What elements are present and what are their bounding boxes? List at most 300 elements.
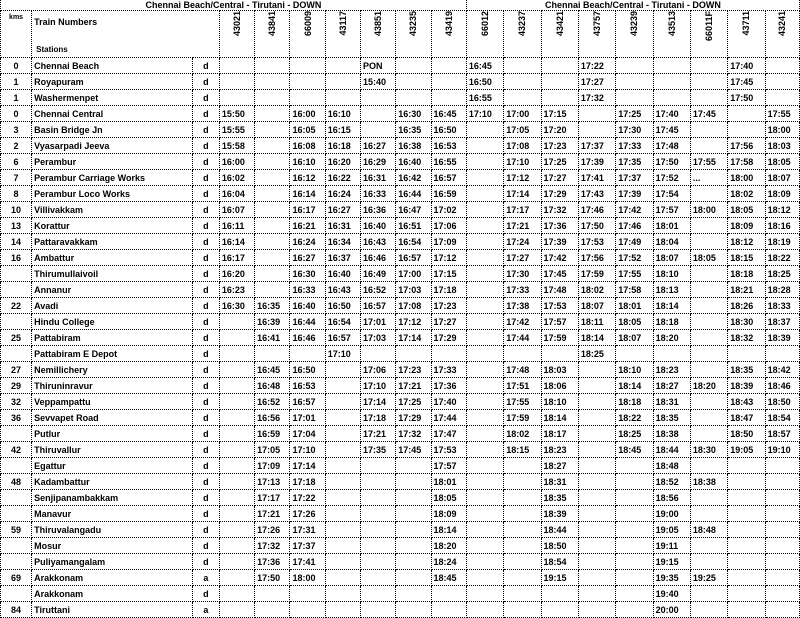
time-cell [578,506,615,522]
time-cell: 16:17 [290,202,325,218]
arrival-departure-flag: d [192,346,219,362]
time-cell: 17:27 [578,74,615,90]
time-cell [325,506,360,522]
time-cell: 16:02 [219,170,254,186]
time-cell [765,506,799,522]
time-cell: 16:57 [431,170,466,186]
time-cell: 18:20 [653,330,690,346]
time-cell [690,346,727,362]
time-cell: 17:32 [396,426,431,442]
station-row [1,490,800,506]
time-cell [504,346,541,362]
time-cell [325,522,360,538]
time-cell [255,58,290,74]
time-cell [578,586,615,602]
header-row [1,11,800,58]
station-row [1,362,800,378]
time-cell: 17:32 [541,202,578,218]
time-cell: 17:29 [431,330,466,346]
train-number-header [466,11,503,58]
time-cell [290,58,325,74]
time-cell [466,410,503,426]
time-cell [219,586,254,602]
time-cell: 18:20 [431,538,466,554]
time-cell: 16:30 [396,106,431,122]
time-cell: 18:32 [728,330,765,346]
time-cell [504,570,541,586]
time-cell: 18:44 [653,442,690,458]
time-cell: 19:05 [728,442,765,458]
time-cell: 17:26 [255,522,290,538]
time-cell: 17:44 [504,330,541,346]
time-cell [219,394,254,410]
arrival-departure-flag: a [192,570,219,586]
time-cell [578,426,615,442]
time-cell: 16:31 [325,218,360,234]
time-cell [466,346,503,362]
km-cell: 14 [1,234,32,250]
time-cell [578,538,615,554]
time-cell [728,538,765,554]
time-cell: 18:14 [578,330,615,346]
time-cell: 16:55 [431,154,466,170]
time-cell [690,90,727,106]
time-cell [325,378,360,394]
arrival-departure-flag: d [192,234,219,250]
time-cell [728,106,765,122]
time-cell: 16:44 [396,186,431,202]
time-cell [466,202,503,218]
time-cell: 18:06 [541,378,578,394]
time-cell: 16:44 [290,314,325,330]
time-cell [360,586,395,602]
time-cell: 17:50 [653,154,690,170]
time-cell [541,74,578,90]
time-cell: 16:37 [325,250,360,266]
time-cell [219,378,254,394]
time-cell [728,490,765,506]
time-cell [653,346,690,362]
time-cell: 17:23 [396,362,431,378]
time-cell [466,282,503,298]
station-name: Senjipanambakkam [32,490,193,506]
time-cell: 17:32 [578,90,615,106]
time-cell: 16:18 [325,138,360,154]
station-name: Kadambattur [32,474,193,490]
arrival-departure-flag: d [192,314,219,330]
station-row [1,106,800,122]
time-cell: 17:10 [504,154,541,170]
time-cell [466,218,503,234]
time-cell: 18:09 [431,506,466,522]
train-number-header [255,11,290,58]
time-cell [466,234,503,250]
time-cell [653,74,690,90]
time-cell [690,394,727,410]
km-cell [1,458,32,474]
time-cell [255,602,290,618]
train-number: 66012 [480,11,491,37]
time-cell [396,522,431,538]
time-cell: 18:25 [578,346,615,362]
arrival-departure-flag: d [192,154,219,170]
time-cell [728,586,765,602]
km-cell: 29 [1,378,32,394]
km-cell: 48 [1,474,32,490]
time-cell [541,602,578,618]
time-cell: 17:40 [431,394,466,410]
station-row [1,378,800,394]
time-cell: 16:57 [290,394,325,410]
time-cell: 17:36 [431,378,466,394]
time-cell [504,74,541,90]
time-cell: 17:13 [255,474,290,490]
time-cell [616,490,653,506]
time-cell: 17:24 [504,234,541,250]
time-cell: 17:10 [290,442,325,458]
station-name: Villivakkam [32,202,193,218]
time-cell: 19:35 [653,570,690,586]
time-cell [466,490,503,506]
time-cell [466,122,503,138]
station-row [1,282,800,298]
station-name: Royapuram [32,74,193,90]
time-cell [690,458,727,474]
time-cell: 18:38 [690,474,727,490]
time-cell: 17:40 [728,58,765,74]
time-cell [255,218,290,234]
time-cell [653,90,690,106]
time-cell: 17:10 [325,346,360,362]
time-cell: 18:05 [690,250,727,266]
station-row [1,74,800,90]
time-cell [466,426,503,442]
train-number: 43021 [232,11,243,37]
arrival-departure-flag: d [192,490,219,506]
time-cell [255,250,290,266]
arrival-departure-flag: d [192,90,219,106]
time-cell [396,554,431,570]
time-cell: 17:51 [504,378,541,394]
time-cell [466,570,503,586]
km-cell [1,426,32,442]
time-cell [325,538,360,554]
time-cell: 18:37 [765,314,799,330]
time-cell [578,522,615,538]
arrival-departure-flag: d [192,298,219,314]
time-cell: 18:20 [690,378,727,394]
time-cell [466,330,503,346]
time-cell: 16:20 [219,266,254,282]
time-cell: 18:47 [728,410,765,426]
time-cell [360,474,395,490]
time-cell: 17:45 [396,442,431,458]
time-cell: 19:15 [653,554,690,570]
time-cell [765,458,799,474]
time-cell: 17:58 [616,282,653,298]
time-cell: 18:39 [728,378,765,394]
time-cell [541,586,578,602]
time-cell [396,490,431,506]
time-cell [578,378,615,394]
time-cell: 17:14 [504,186,541,202]
train-number-header [728,11,765,58]
km-cell: 59 [1,522,32,538]
time-cell: 16:36 [360,202,395,218]
time-cell: 18:45 [431,570,466,586]
train-number-header [360,11,395,58]
time-cell: 17:42 [616,202,653,218]
km-cell [1,490,32,506]
time-cell [219,90,254,106]
time-cell [690,266,727,282]
time-cell: 17:33 [431,362,466,378]
station-name: Pattabiram E Depot [32,346,193,362]
time-cell: 16:12 [290,170,325,186]
time-cell [466,378,503,394]
station-row [1,330,800,346]
arrival-departure-flag: d [192,378,219,394]
time-cell [541,58,578,74]
time-cell [360,90,395,106]
time-cell [578,602,615,618]
time-cell: 18:00 [765,122,799,138]
time-cell: 18:07 [653,250,690,266]
time-cell: 17:25 [541,154,578,170]
time-cell: 18:54 [765,410,799,426]
time-cell [728,122,765,138]
time-cell [690,490,727,506]
train-number-header [431,11,466,58]
time-cell: 17:06 [360,362,395,378]
time-cell: 18:02 [578,282,615,298]
time-cell: 18:33 [765,298,799,314]
time-cell [504,506,541,522]
station-row [1,410,800,426]
time-cell [219,442,254,458]
time-cell [466,362,503,378]
time-cell: 17:23 [541,138,578,154]
station-row [1,586,800,602]
time-cell: 18:14 [616,378,653,394]
time-cell [325,602,360,618]
station-name: Ambattur [32,250,193,266]
train-number: 43421 [554,11,565,37]
time-cell: 16:04 [219,186,254,202]
time-cell: 16:38 [396,138,431,154]
time-cell: 16:40 [325,266,360,282]
time-cell: 18:22 [616,410,653,426]
time-cell: 17:55 [690,154,727,170]
time-cell [255,202,290,218]
time-cell [360,538,395,554]
time-cell: 18:07 [578,298,615,314]
time-cell: 16:50 [466,74,503,90]
time-cell: 16:27 [325,202,360,218]
time-cell: 18:02 [728,186,765,202]
time-cell: 17:52 [653,170,690,186]
time-cell [325,58,360,74]
time-cell [325,474,360,490]
time-cell: 17:42 [541,250,578,266]
station-row [1,570,800,586]
time-cell [765,554,799,570]
time-cell: 16:53 [290,378,325,394]
time-cell: 17:38 [504,298,541,314]
km-cell: 6 [1,154,32,170]
time-cell [578,490,615,506]
arrival-departure-flag: d [192,522,219,538]
train-number: 43851 [373,11,384,37]
km-cell: 3 [1,122,32,138]
time-cell [219,538,254,554]
station-name: Nemillichery [32,362,193,378]
time-cell [690,122,727,138]
time-cell [255,346,290,362]
time-cell [219,490,254,506]
time-cell [219,602,254,618]
time-cell: 18:03 [765,138,799,154]
time-cell [466,298,503,314]
station-row [1,170,800,186]
time-cell: 16:45 [431,106,466,122]
time-cell: 17:47 [431,426,466,442]
time-cell [765,586,799,602]
km-cell: 32 [1,394,32,410]
time-cell: 18:52 [653,474,690,490]
time-cell [690,282,727,298]
time-cell: 16:31 [360,170,395,186]
time-cell: 17:21 [360,426,395,442]
km-cell [1,506,32,522]
time-cell: 18:54 [541,554,578,570]
time-cell: 16:50 [325,298,360,314]
arrival-departure-flag: d [192,282,219,298]
arrival-departure-flag: d [192,186,219,202]
time-cell: 18:57 [765,426,799,442]
time-cell: 16:27 [290,250,325,266]
time-cell [578,122,615,138]
time-cell: 18:26 [728,298,765,314]
time-cell: 19:25 [690,570,727,586]
km-cell [1,266,32,282]
time-cell: 17:18 [360,410,395,426]
time-cell [466,586,503,602]
station-name: Thiruvallur [32,442,193,458]
time-cell [578,410,615,426]
time-cell: 18:05 [765,154,799,170]
time-cell: 17:55 [504,394,541,410]
time-cell [431,346,466,362]
train-number: 43513 [666,11,677,37]
time-cell [466,394,503,410]
time-cell [431,90,466,106]
time-cell [325,90,360,106]
km-cell: 10 [1,202,32,218]
arrival-departure-flag: d [192,74,219,90]
train-numbers-label: Train Numbers [34,17,98,27]
time-cell [541,346,578,362]
time-cell [255,186,290,202]
time-cell: 17:22 [290,490,325,506]
title-left: Chennai Beach/Central - Tirutani - DOWN [1,0,467,11]
time-cell: 18:07 [616,330,653,346]
time-cell [466,602,503,618]
arrival-departure-flag: d [192,138,219,154]
arrival-departure-flag: d [192,410,219,426]
time-cell: 17:40 [653,106,690,122]
time-cell: 16:52 [255,394,290,410]
km-cell: 36 [1,410,32,426]
km-cell: 0 [1,106,32,122]
time-cell: 16:23 [219,282,254,298]
km-cell: 16 [1,250,32,266]
time-cell: 18:42 [765,362,799,378]
time-cell [431,58,466,74]
time-cell: 15:55 [219,122,254,138]
time-cell [690,410,727,426]
time-cell [255,90,290,106]
time-cell [690,218,727,234]
time-cell [255,170,290,186]
time-cell: 18:11 [578,314,615,330]
train-number-header [578,11,615,58]
time-cell: 19:05 [653,522,690,538]
station-row [1,234,800,250]
time-cell: 17:31 [290,522,325,538]
station-name: Putlur [32,426,193,442]
arrival-departure-flag: d [192,106,219,122]
km-cell: 2 [1,138,32,154]
station-row [1,266,800,282]
time-cell [219,554,254,570]
time-cell: 17:54 [653,186,690,202]
time-cell: 16:43 [325,282,360,298]
time-cell [765,522,799,538]
time-cell: 16:07 [219,202,254,218]
time-cell [728,602,765,618]
time-cell [765,474,799,490]
time-cell: 17:01 [360,314,395,330]
time-cell [765,58,799,74]
time-cell: 18:16 [765,218,799,234]
time-cell [466,266,503,282]
train-number-header [219,11,254,58]
station-row [1,298,800,314]
time-cell: 16:50 [290,362,325,378]
station-row [1,346,800,362]
time-cell: 18:05 [728,202,765,218]
time-cell: 18:28 [765,282,799,298]
time-cell: 18:14 [431,522,466,538]
time-cell [765,346,799,362]
time-cell: 16:27 [360,138,395,154]
time-cell: 17:33 [616,138,653,154]
time-cell [541,90,578,106]
time-cell: 18:38 [653,426,690,442]
time-cell: 17:27 [504,250,541,266]
time-cell: 17:17 [504,202,541,218]
station-name: Pattabiram [32,330,193,346]
time-cell: 18:35 [541,490,578,506]
time-cell: 18:50 [541,538,578,554]
time-cell [504,522,541,538]
arrival-departure-flag: d [192,554,219,570]
time-cell [616,522,653,538]
time-cell [325,458,360,474]
time-cell: 16:08 [290,138,325,154]
time-cell: 18:13 [653,282,690,298]
